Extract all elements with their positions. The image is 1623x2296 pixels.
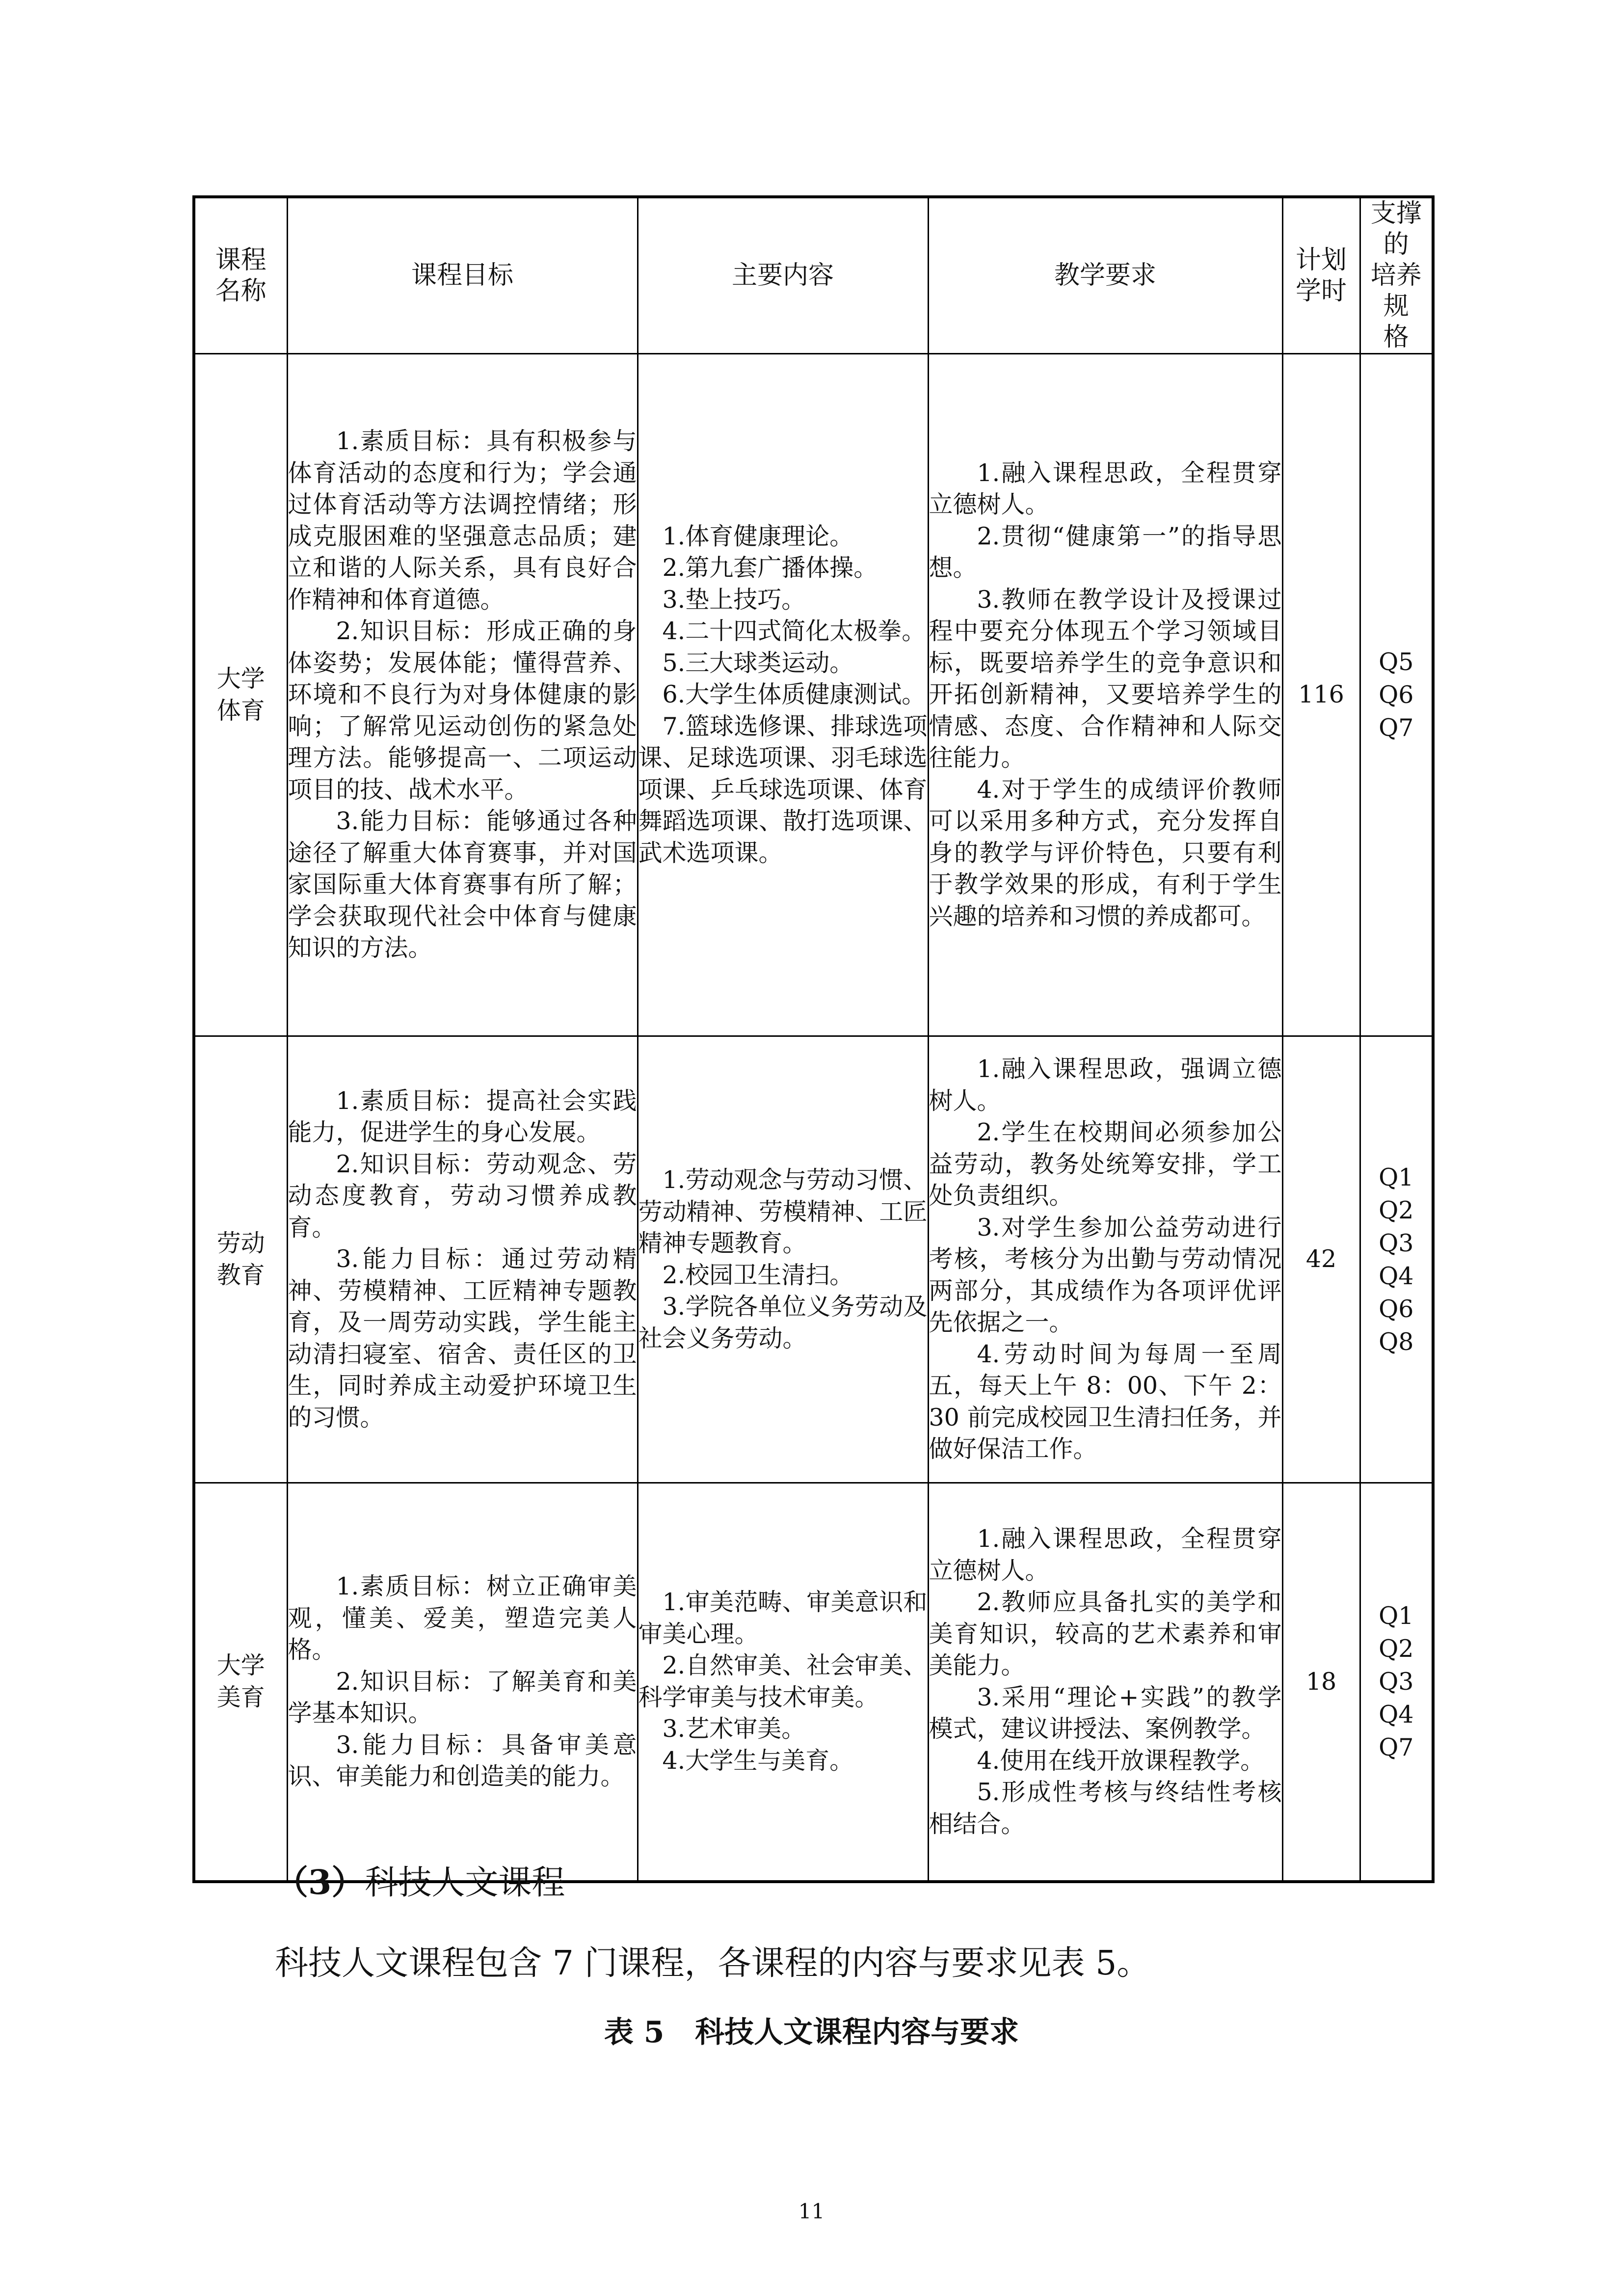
header-planned-hours: 计划 学时 [1282,197,1360,354]
main-content-item: 1.劳动观念与劳动习惯、劳动精神、劳模精神、工匠精神专题教育。 [638,1166,928,1257]
spec-code: Q2 [1379,1635,1414,1663]
teaching-requirements-item: 3.采用“理论+实践”的教学模式，建议讲授法、案例教学。 [929,1683,1282,1743]
spec-code: Q1 [1379,1602,1414,1630]
teaching-requirements-item: 4.对于学生的成绩评价教师可以采用多种方式，充分发挥自身的教学与评价特色，只要有利于教学效果的形成，有利于学生兴趣的培养和习惯的养成都可。 [929,775,1282,930]
teaching-requirements-item: 4.劳动时间为每周一至周五，每天上午 8：00、下午 2：30 前完成校园卫生清扫任务，并做好保洁工作。 [929,1340,1282,1463]
spec-code: Q1 [1379,1163,1414,1191]
course-goals-item: 3.能力目标：能够通过各种途径了解重大体育赛事，并对国家国际重大体育赛事有所了解；学会获取现代社会中体育与健康知识的方法。 [288,807,637,962]
teaching-requirements-item: 1.融入课程思政，强调立德树人。 [929,1055,1282,1115]
teaching-requirements-item: 4.使用在线开放课程教学。 [977,1746,1265,1775]
main-content-item: 2.校园卫生清扫。 [662,1261,854,1289]
table-row [194,354,1433,1036]
course-goals-item: 2.知识目标：了解美育和美学基本知识。 [288,1667,637,1727]
main-content-item: 2.自然审美、社会审美、科学审美与技术审美。 [638,1651,928,1711]
course-name-cell: 劳动 教育 [194,1036,287,1483]
table-header-row [194,197,1433,354]
spec-code: Q3 [1379,1668,1414,1696]
course-name-cell: 大学 美育 [194,1483,287,1882]
table-caption-label: 表 5 [604,2015,665,2050]
spec-code: Q4 [1379,1701,1414,1729]
spec-code: Q2 [1379,1196,1414,1224]
teaching-requirements-item: 5.形成性考核与终结性考核相结合。 [929,1778,1282,1838]
spec-code: Q7 [1379,714,1414,742]
teaching-requirements-cell [928,1036,1282,1483]
teaching-requirements-item: 2.贯彻“健康第一”的指导思想。 [929,522,1282,582]
main-content-item: 2.第九套广播体操。 [662,554,878,582]
teaching-requirements-cell [928,354,1282,1036]
main-content-cell [638,1483,928,1882]
teaching-requirements-item: 3.对学生参加公益劳动进行考核，考核分为出勤与劳动情况两部分，其成绩作为各项评优评先依据之一。 [929,1213,1282,1337]
header-teaching-requirements: 教学要求 [928,197,1282,354]
spec-code: Q3 [1379,1229,1414,1257]
supported-specs-cell [1360,1483,1433,1882]
teaching-requirements-item: 2.教师应具备扎实的美学和美育知识，较高的艺术素养和审美能力。 [929,1588,1282,1680]
section-heading [275,1861,565,1905]
teaching-requirements-item: 1.融入课程思政，全程贯穿立德树人。 [929,1525,1282,1585]
main-content-item: 5.三大球类运动。 [662,648,854,677]
section-paragraph: 科技人文课程包含 7 门课程，各课程的内容与要求见表 5。 [275,1944,1150,1983]
teaching-requirements-item: 2.学生在校期间必须参加公益劳动，教务处统筹安排，学工处负责组织。 [929,1118,1282,1210]
course-table [192,195,1435,1883]
main-content-cell [638,1036,928,1483]
course-goals-cell [287,1036,638,1483]
teaching-requirements-item: 3.教师在教学设计及授课过程中要充分体现五个学习领域目标，既要培养学生的竞争意识和开拓创新精神，又要培养学生的情感、态度、合作精神和人际交往能力。 [929,585,1282,772]
table-row [194,1483,1433,1882]
course-goals-item: 1.素质目标：提高社会实践能力，促进学生的身心发展。 [288,1086,637,1147]
header-course-name: 课程 名称 [194,197,287,354]
supported-specs-cell [1360,354,1433,1036]
main-content-item: 6.大学生体质健康测试。 [662,680,926,709]
course-goals-item: 2.知识目标：劳动观念、劳动态度教育，劳动习惯养成教育。 [288,1150,637,1242]
spec-code: Q6 [1379,1295,1414,1323]
planned-hours-cell: 18 [1282,1483,1360,1882]
spec-code: Q5 [1379,648,1414,676]
teaching-requirements-cell [928,1483,1282,1882]
spec-code: Q8 [1379,1327,1414,1356]
table-caption [0,2013,1623,2052]
section-title: 科技人文课程 [365,1864,565,1902]
main-content-cell [638,354,928,1036]
teaching-requirements-item: 1.融入课程思政，全程贯穿立德树人。 [929,459,1282,519]
main-content-item: 4.大学生与美育。 [662,1746,854,1775]
course-goals-item: 3.能力目标：通过劳动精神、劳模精神、工匠精神专题教育，及一周劳动实践，学生能主动清扫寝室、宿舍、责任区的卫生，同时养成主动爱护环境卫生的习惯。 [288,1245,637,1432]
supported-specs-cell [1360,1036,1433,1483]
spec-code: Q4 [1379,1262,1414,1290]
main-content-item: 3.学院各单位义务劳动及社会义务劳动。 [638,1293,928,1352]
course-goals-item: 3.能力目标：具备审美意识、审美能力和创造美的能力。 [288,1730,637,1790]
spec-code: Q7 [1379,1733,1414,1762]
section-number: （3） [275,1863,365,1902]
main-content-item: 4.二十四式简化太极拳。 [662,617,926,646]
main-content-item: 3.垫上技巧。 [662,585,806,614]
course-goals-cell [287,354,638,1036]
planned-hours-cell: 42 [1282,1036,1360,1483]
table-row [194,1036,1433,1483]
planned-hours-cell: 116 [1282,354,1360,1036]
course-goals-item: 1.素质目标：具有积极参与体育活动的态度和行为；学会通过体育活动等方法调控情绪；形成克服困难的坚强意志品质；建立和谐的人际关系，具有良好合作精神和体育道德。 [288,427,637,614]
main-content-item: 3.艺术审美。 [662,1715,806,1743]
course-goals-cell [287,1483,638,1882]
course-goals-item: 2.知识目标：形成正确的身体姿势；发展体能；懂得营养、环境和不良行为对身体健康的影响；了解常见运动创伤的紧急处理方法。能够提高一、二项运动项目的技、战术水平。 [288,617,637,804]
main-content-item: 7.篮球选修课、排球选项课、足球选项课、羽毛球选项课、乒乓球选项课、体育舞蹈选项课、散打选项课、武术选项课。 [638,712,928,867]
course-goals-item: 1.素质目标：树立正确审美观，懂美、爱美，塑造完美人格。 [288,1572,637,1664]
main-content-item: 1.体育健康理论。 [662,522,854,550]
table-caption-title: 科技人文课程内容与要求 [695,2015,1019,2050]
course-name-cell: 大学 体育 [194,354,287,1036]
header-course-goals: 课程目标 [287,197,638,354]
spec-code: Q6 [1379,681,1414,709]
main-content-item: 1.审美范畴、审美意识和审美心理。 [638,1588,928,1648]
page-number: 11 [798,2199,825,2223]
header-supported-specs: 支撑的 培养规 格 [1360,197,1433,354]
header-main-content: 主要内容 [638,197,928,354]
